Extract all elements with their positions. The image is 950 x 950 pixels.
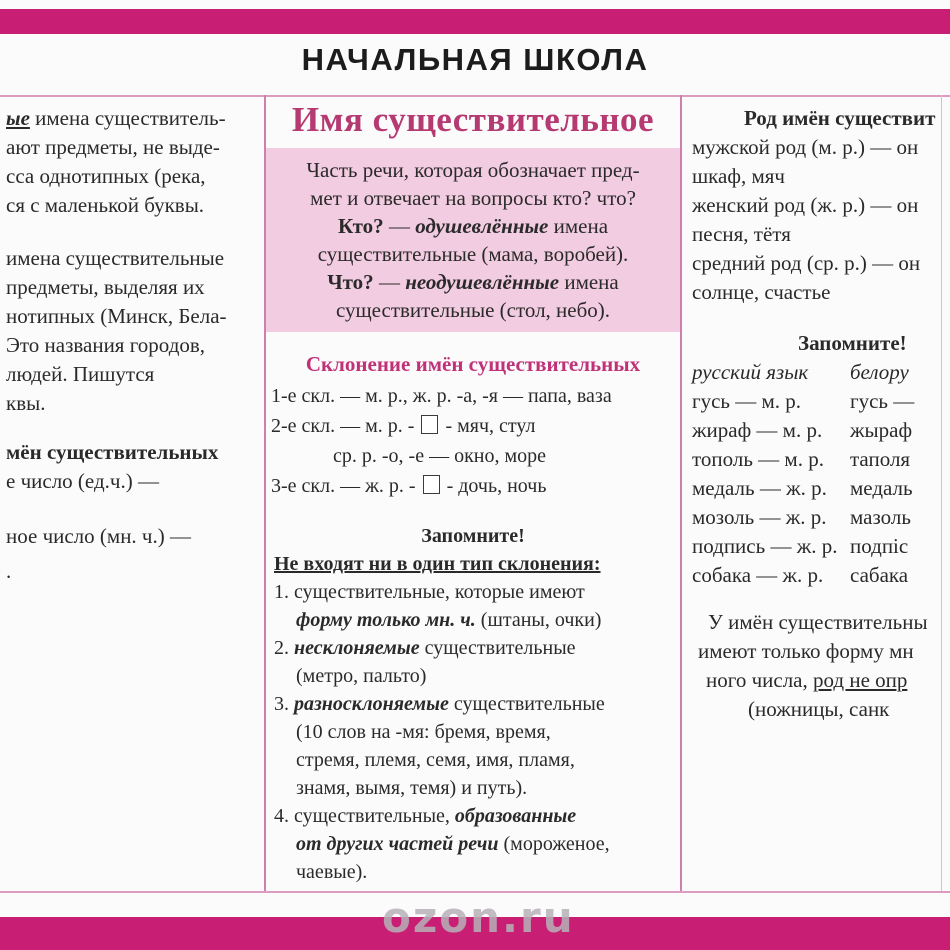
text-line: [6, 360, 262, 389]
text-segment: существительные: [448, 693, 605, 715]
text-line: [692, 191, 944, 220]
text-line: [274, 858, 672, 886]
text-line: [6, 438, 262, 467]
text-line: [6, 133, 262, 162]
text-segment: жыраф: [850, 418, 913, 442]
text-segment: тополь — м. р.: [692, 447, 824, 471]
text-segment: медаль: [850, 476, 913, 500]
text-line: [692, 104, 944, 133]
text-segment: людей. Пишутся: [6, 362, 155, 386]
spacer: [692, 590, 944, 608]
text-segment: .: [6, 559, 12, 583]
text-segment: 1-е скл. — м. р., ж. р. -а, -я — папа, ваза: [271, 385, 612, 407]
text-line: [6, 244, 262, 273]
text-segment: таполя: [850, 447, 911, 471]
text-segment: жираф — м. р.: [692, 418, 823, 442]
text-line: [271, 411, 675, 441]
text-segment: подпіс: [850, 534, 909, 558]
text-line: [6, 389, 262, 418]
text-line: [270, 184, 676, 212]
text-segment: разносклоняемые: [294, 693, 449, 715]
right-column-text: [682, 104, 944, 890]
text-segment: (мороженое,: [498, 833, 610, 855]
text-segment: е число (ед.ч.) —: [6, 469, 159, 493]
text-line: [692, 666, 944, 695]
text-line: [692, 608, 944, 637]
text-line: [6, 191, 262, 220]
text-line: [692, 220, 944, 249]
noun-card-title: Имя существительное: [291, 100, 655, 139]
text-line: [692, 474, 944, 503]
zero-ending-square-icon: [423, 475, 440, 494]
text-segment: существительные (мама, воробей).: [317, 242, 629, 266]
text-line: [692, 503, 944, 532]
text-segment: имеют только форму мн: [698, 639, 914, 663]
text-segment: ное число (мн. ч.) —: [6, 524, 191, 548]
text-line: [692, 358, 944, 387]
text-segment: мозоль — ж. р.: [692, 505, 827, 529]
text-line: [274, 718, 672, 746]
text-segment: 4. существительные,: [274, 805, 455, 827]
text-line: [271, 441, 675, 471]
text-segment: - дочь, ночь: [441, 475, 547, 497]
text-segment: Запомните!: [798, 331, 907, 355]
text-segment: неодушевлённые: [405, 270, 560, 294]
text-segment: мён существительных: [6, 440, 219, 464]
text-line: [692, 532, 944, 561]
text-line: [692, 637, 944, 666]
remember-section: [266, 504, 680, 886]
text-line: [270, 212, 676, 240]
text-segment: - мяч, стул: [440, 415, 536, 437]
text-line: [6, 557, 262, 586]
spacer: [692, 307, 944, 329]
text-segment: существительные (стол, небо).: [335, 298, 611, 322]
top-magenta-bar: [0, 9, 950, 34]
text-segment: Запомните!: [421, 525, 525, 547]
text-segment: род не опр: [813, 668, 908, 692]
spacer: [6, 496, 262, 522]
text-line: [274, 802, 672, 830]
text-segment: Часть речи, которая обозначает пред-: [306, 158, 640, 182]
text-segment: подпись — ж. р.: [692, 534, 838, 558]
text-segment: 1. существительные, которые имеют: [274, 581, 585, 603]
text-line: [692, 162, 944, 191]
text-segment: русский язык: [692, 360, 809, 384]
text-line: [274, 606, 672, 634]
text-segment: (штаны, очки): [475, 609, 602, 631]
text-line: [6, 331, 262, 360]
text-line: [6, 104, 262, 133]
text-segment: имена: [548, 214, 609, 238]
text-segment: от других частей речи: [296, 833, 499, 855]
text-segment: солнце, счастье: [692, 280, 831, 304]
text-line: [6, 302, 262, 331]
text-segment: ср. р. -о, -е — окно, море: [333, 445, 547, 467]
text-segment: ся с маленькой буквы.: [6, 193, 205, 217]
text-line: [6, 467, 262, 496]
text-segment: 3.: [274, 693, 294, 715]
text-line: [270, 268, 676, 296]
spacer: [6, 220, 262, 244]
text-segment: знамя, вымя, темя) и путь).: [296, 777, 528, 799]
text-segment: —: [383, 214, 416, 238]
declension-list: [266, 378, 680, 504]
text-segment: стремя, племя, семя, имя, пламя,: [296, 749, 575, 771]
text-segment: Род имён существит: [744, 106, 936, 130]
text-segment: сса однотипных (река,: [6, 164, 206, 188]
text-segment: 2.: [274, 637, 294, 659]
page-title: НАЧАЛЬНАЯ ШКОЛА: [301, 42, 649, 77]
text-line: [274, 522, 672, 550]
text-segment: гусь — м. р.: [692, 389, 802, 413]
text-line: [274, 774, 672, 802]
text-line: [274, 690, 672, 718]
text-line: [692, 695, 944, 724]
text-segment: (ножницы, санк: [748, 697, 890, 721]
text-segment: шкаф, мяч: [692, 164, 785, 188]
declension-heading: Склонение имён существительных: [305, 352, 641, 376]
text-line: [270, 240, 676, 268]
left-column-text: [6, 104, 262, 890]
text-segment: имена: [559, 270, 619, 294]
text-segment: мазоль: [850, 505, 911, 529]
text-segment: женский род (ж. р.) — он: [692, 193, 919, 217]
text-line: [6, 273, 262, 302]
ozon-watermark: ozon.ru: [382, 893, 575, 942]
text-segment: одушевлённые: [415, 214, 549, 238]
text-line: [692, 278, 944, 307]
text-segment: —: [373, 270, 406, 294]
text-segment: Что?: [327, 270, 374, 294]
text-line: [274, 830, 672, 858]
text-segment: ают предметы, не выде-: [6, 135, 220, 159]
center-column: [266, 96, 680, 891]
text-segment: форму только мн. ч.: [296, 609, 476, 631]
text-segment: предметы, выделяя их: [6, 275, 205, 299]
text-line: [274, 662, 672, 690]
text-line: [271, 471, 675, 501]
zero-ending-square-icon: [421, 415, 438, 434]
text-segment: несклоняемые: [294, 637, 420, 659]
text-segment: (10 слов на -мя: бремя, время,: [296, 721, 551, 743]
text-line: [274, 746, 672, 774]
text-segment: гусь —: [850, 389, 915, 413]
text-line: [271, 381, 675, 411]
text-segment: ного числа,: [706, 668, 813, 692]
text-segment: 2-е скл. — м. р. -: [271, 415, 420, 437]
definition-box: [266, 148, 680, 332]
text-segment: мет и отвечает на вопросы кто? что?: [310, 186, 636, 210]
text-line: [274, 634, 672, 662]
text-segment: мужской род (м. р.) — он: [692, 135, 919, 159]
text-line: [692, 561, 944, 590]
text-line: [692, 133, 944, 162]
text-segment: образованные: [454, 805, 577, 827]
text-segment: (метро, пальто): [296, 665, 427, 687]
text-segment: ые: [6, 106, 30, 130]
text-line: [274, 578, 672, 606]
text-segment: нотипных (Минск, Бела-: [6, 304, 227, 328]
text-segment: медаль — ж. р.: [692, 476, 827, 500]
text-segment: имена существитель-: [29, 106, 226, 130]
text-segment: сабака: [850, 563, 909, 587]
text-segment: средний род (ср. р.) — он: [692, 251, 921, 275]
text-line: [692, 329, 944, 358]
text-line: [692, 445, 944, 474]
spacer: [6, 418, 262, 438]
text-segment: собака — ж. р.: [692, 563, 824, 587]
text-segment: Кто?: [337, 214, 384, 238]
text-segment: Это названия городов,: [6, 333, 206, 357]
text-line: [274, 550, 672, 578]
text-segment: 3-е скл. — ж. р. -: [271, 475, 421, 497]
text-line: [270, 156, 676, 184]
text-segment: имена существительные: [6, 246, 225, 270]
text-line: [692, 249, 944, 278]
spacer: [274, 504, 672, 522]
text-segment: песня, тётя: [692, 222, 791, 246]
text-line: [6, 522, 262, 551]
text-line: [692, 416, 944, 445]
text-segment: белору: [850, 360, 909, 384]
text-line: [6, 162, 262, 191]
text-segment: квы.: [6, 391, 46, 415]
text-segment: чаевые).: [296, 861, 368, 883]
text-segment: существительные: [419, 637, 576, 659]
text-segment: Не входят ни в один тип склонения:: [274, 553, 601, 575]
text-line: [692, 387, 944, 416]
text-line: [270, 296, 676, 324]
text-segment: У имён существительны: [708, 610, 928, 634]
